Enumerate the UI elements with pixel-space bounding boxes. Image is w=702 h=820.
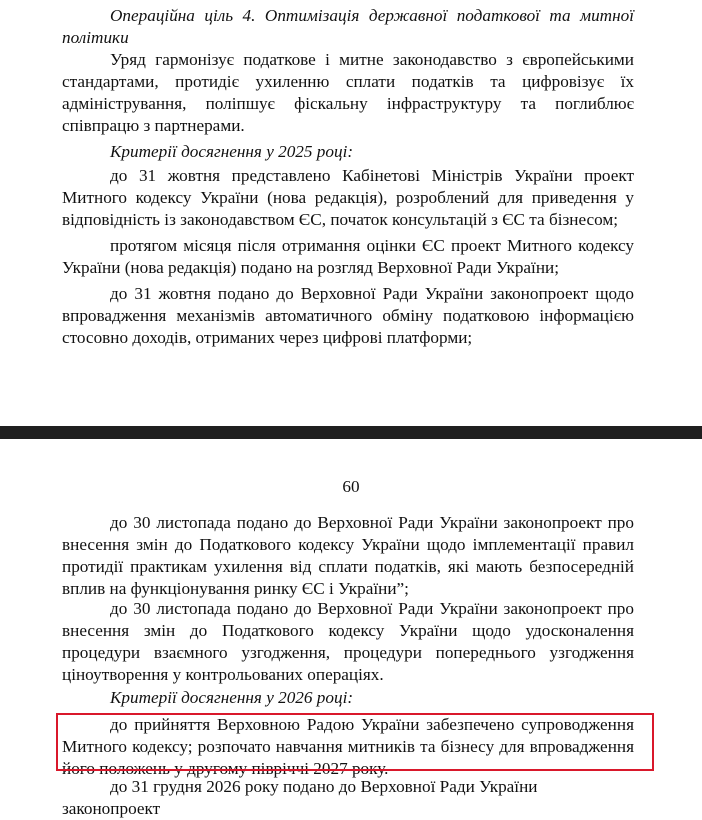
cut-off-line: до 31 грудня 2026 року подано до Верховної Ради України законопроект <box>62 777 538 818</box>
page-separator <box>0 426 702 439</box>
red-highlight-box <box>56 713 654 771</box>
page-number: 60 <box>342 477 360 496</box>
criteria-2026-heading: Критерії досягнення у 2026 році: <box>110 688 354 707</box>
intro-paragraph: Уряд гармонізує податкове і митне законодавство з європейськими стандартами, протидіє ухиленню сплати податків та цифровізує їх адміністрування, поліпшує фіскальну інфраструктуру та поглиблює співпрацю з партнерами. <box>62 50 634 135</box>
list-item: до 30 листопада подано до Верховної Ради України законопроект про внесення змін до Податкового кодексу України щодо удосконалення процедури взаємного узгодження, процедури попереднього узгодження ціноутворення у контрольованих операціях. <box>62 599 634 684</box>
operational-goal-heading: Операційна ціль 4. Оптимізація державної податкової та митної політики <box>62 6 634 47</box>
highlighted-list-item: до прийняття Верховною Радою України забезпечено супроводження Митного кодексу; розпочато навчання митників та бізнесу для впровадження його положень у другому півріччі 2027 року. <box>62 715 634 778</box>
list-item: до 31 жовтня подано до Верховної Ради України законопроект щодо впровадження механізмів автоматичного обміну податковою інформацією стосовно доходів, отриманих через цифрові платформи; <box>62 284 634 347</box>
list-item: до 30 листопада подано до Верховної Ради України законопроект про внесення змін до Податкового кодексу України щодо імплементації правил протидії практикам ухилення від сплати податків, які мають безпосередній вплив на функціонування ринку ЄС і України”; <box>62 513 634 598</box>
list-item: протягом місяця після отримання оцінки ЄС проект Митного кодексу України (нова редакція) подано на розгляд Верховної Ради України; <box>62 236 634 277</box>
criteria-2025-heading: Критерії досягнення у 2025 році: <box>110 142 354 161</box>
list-item: до 31 жовтня представлено Кабінетові Міністрів України проект Митного кодексу України (нова редакція), розроблений для приведення у відповідність із законодавством ЄС, початок консультацій з ЄС та бізнесом; <box>62 166 634 229</box>
